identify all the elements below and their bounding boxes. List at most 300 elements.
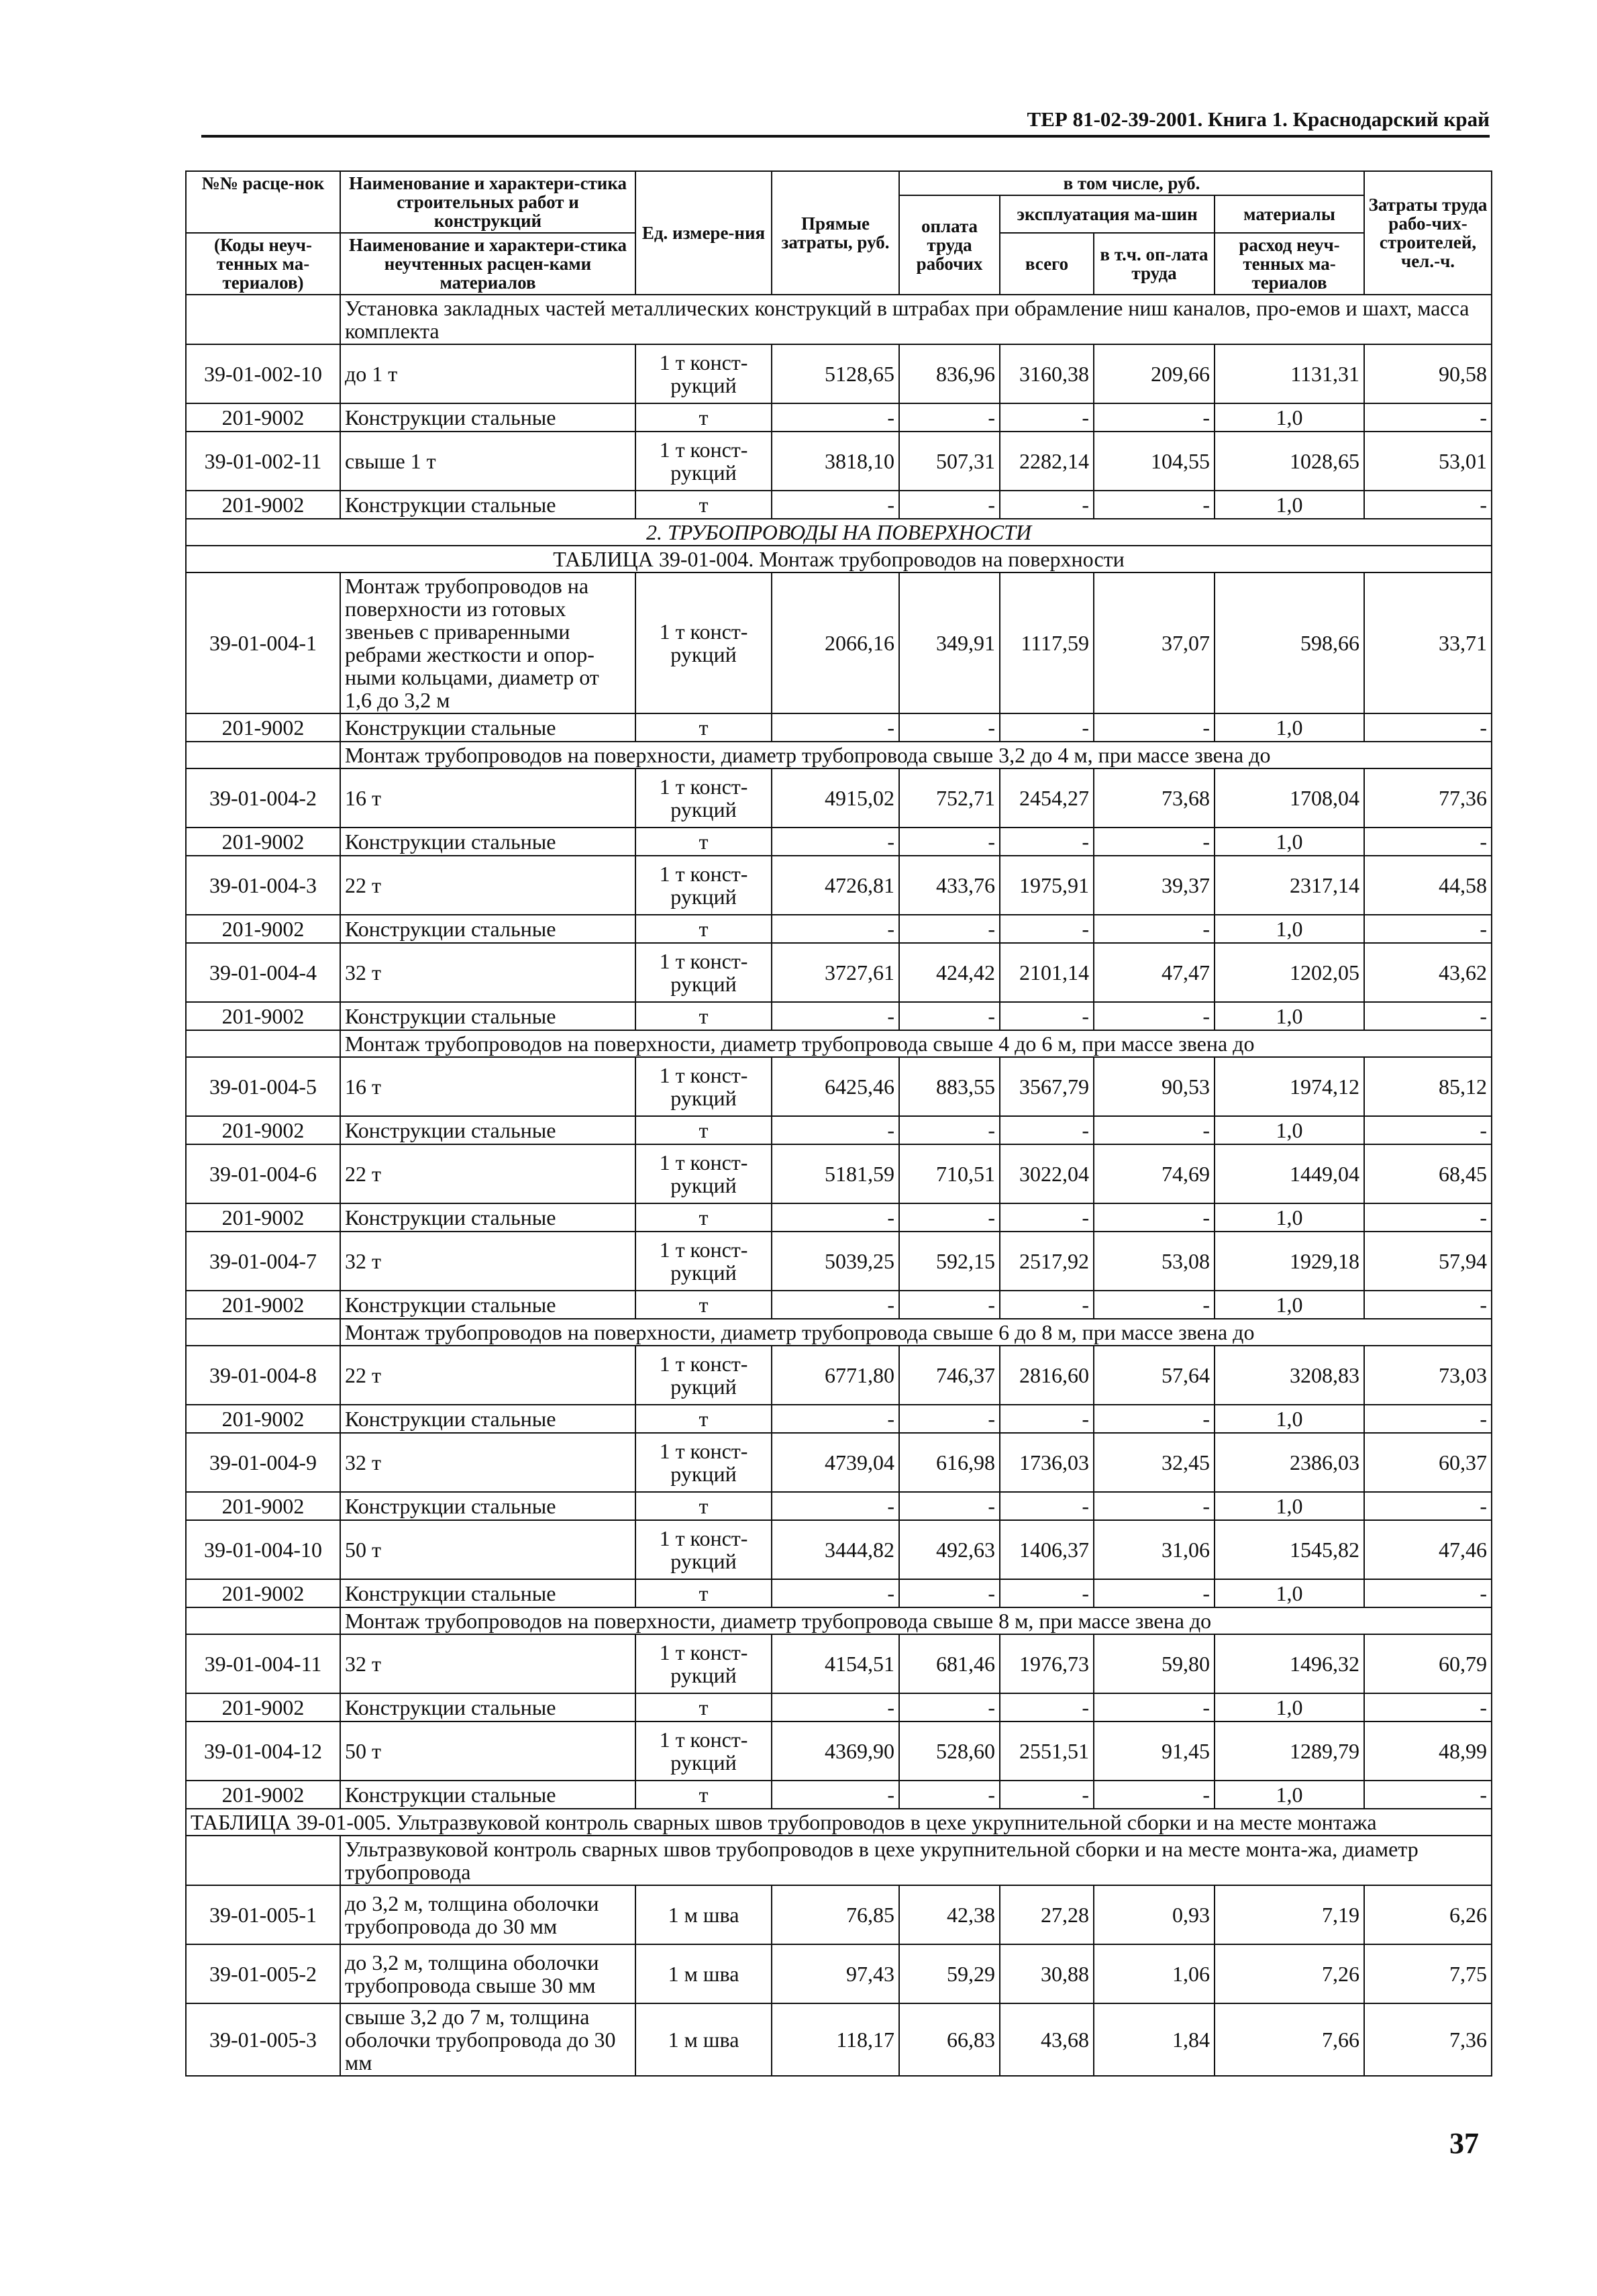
resource-name: Конструкции стальные <box>340 1693 635 1721</box>
resource-row <box>186 1492 1492 1520</box>
group-title: Монтаж трубопроводов на поверхности, диаметр трубопровода свыше 8 м, при массе звена до <box>340 1607 1492 1634</box>
resource-code: 201-9002 <box>186 403 340 432</box>
dash-cell: - <box>1364 1116 1492 1144</box>
table-row <box>186 1346 1492 1405</box>
resource-row <box>186 828 1492 856</box>
table-005-title: ТАБЛИЦА 39-01-005. Ультразвуковой контроль сварных швов трубопроводов в цехе укрупнительной сборки и на месте монтажа <box>186 1809 1492 1836</box>
direct-costs: 4726,81 <box>772 856 899 915</box>
rate-code: 39-01-004-9 <box>186 1433 340 1492</box>
header-name-top: Наименование и характери-стика строительных работ и конструкций <box>340 171 635 233</box>
direct-costs: 6771,80 <box>772 1346 899 1405</box>
labor-costs: 47,46 <box>1364 1520 1492 1579</box>
table-row <box>186 432 1492 491</box>
machines-total: 27,28 <box>1000 1885 1094 1944</box>
resource-name: Конструкции стальные <box>340 1116 635 1144</box>
labor-costs: 57,94 <box>1364 1232 1492 1291</box>
groups-rows <box>186 742 1492 1809</box>
resource-name: Конструкции стальные <box>340 713 635 742</box>
direct-costs: 118,17 <box>772 2003 899 2076</box>
dash-cell: - <box>899 1291 1000 1319</box>
rate-name: 32 т <box>340 943 635 1002</box>
rate-name: до 1 т <box>340 344 635 403</box>
resource-amount: 1,0 <box>1215 1291 1364 1319</box>
direct-costs: 4739,04 <box>772 1433 899 1492</box>
resource-name: Конструкции стальные <box>340 1579 635 1607</box>
dash-cell: - <box>1094 1492 1215 1520</box>
resource-unit: т <box>635 1492 772 1520</box>
dash-cell: - <box>1364 1405 1492 1433</box>
labor-costs: 7,36 <box>1364 2003 1492 2076</box>
table-row <box>186 1520 1492 1579</box>
labor-costs: 60,37 <box>1364 1433 1492 1492</box>
direct-costs: 4369,90 <box>772 1721 899 1781</box>
dash-cell: - <box>899 713 1000 742</box>
machines-labor: 0,93 <box>1094 1885 1215 1944</box>
labor-pay: 433,76 <box>899 856 1000 915</box>
labor-costs: 90,58 <box>1364 344 1492 403</box>
machines-labor: 209,66 <box>1094 344 1215 403</box>
labor-costs: 77,36 <box>1364 768 1492 828</box>
materials: 7,26 <box>1215 1944 1364 2003</box>
machines-total: 3567,79 <box>1000 1057 1094 1116</box>
resource-amount: 1,0 <box>1215 828 1364 856</box>
resource-name: Конструкции стальные <box>340 1492 635 1520</box>
rate-code: 39-01-004-12 <box>186 1721 340 1781</box>
rate-code: 39-01-004-3 <box>186 856 340 915</box>
machines-labor: 53,08 <box>1094 1232 1215 1291</box>
resource-amount: 1,0 <box>1215 915 1364 943</box>
machines-total: 1117,59 <box>1000 572 1094 713</box>
rate-code: 39-01-004-1 <box>186 572 340 713</box>
rate-code: 39-01-002-11 <box>186 432 340 491</box>
dash-cell: - <box>772 1405 899 1433</box>
dash-cell: - <box>1000 1492 1094 1520</box>
direct-costs: 5039,25 <box>772 1232 899 1291</box>
labor-costs: 68,45 <box>1364 1144 1492 1203</box>
resource-code: 201-9002 <box>186 1405 340 1433</box>
resource-code: 201-9002 <box>186 828 340 856</box>
table-row <box>186 768 1492 828</box>
table-row <box>186 856 1492 915</box>
direct-costs: 3444,82 <box>772 1520 899 1579</box>
direct-costs: 3727,61 <box>772 943 899 1002</box>
rate-code: 39-01-005-2 <box>186 1944 340 2003</box>
rate-unit: 1 т конст-рукций <box>635 1520 772 1579</box>
dash-cell: - <box>1094 1203 1215 1232</box>
resource-row <box>186 491 1492 519</box>
dash-cell: - <box>899 1579 1000 1607</box>
rate-code: 39-01-004-7 <box>186 1232 340 1291</box>
resource-amount: 1,0 <box>1215 1203 1364 1232</box>
rate-unit: 1 т конст-рукций <box>635 1346 772 1405</box>
materials: 1289,79 <box>1215 1721 1364 1781</box>
labor-pay: 424,42 <box>899 943 1000 1002</box>
materials: 1131,31 <box>1215 344 1364 403</box>
resource-amount: 1,0 <box>1215 1579 1364 1607</box>
header-machines-total: всего <box>1000 233 1094 295</box>
rate-code: 39-01-005-1 <box>186 1885 340 1944</box>
dash-cell: - <box>772 1203 899 1232</box>
group-title-row <box>186 742 1492 768</box>
resource-name: Конструкции стальные <box>340 1291 635 1319</box>
resource-row <box>186 403 1492 432</box>
resource-code: 201-9002 <box>186 1781 340 1809</box>
rate-name: до 3,2 м, толщина оболочки трубопровода свыше 30 мм <box>340 1944 635 2003</box>
resource-amount: 1,0 <box>1215 1405 1364 1433</box>
machines-total: 1975,91 <box>1000 856 1094 915</box>
rate-code: 39-01-004-11 <box>186 1634 340 1693</box>
resource-code: 201-9002 <box>186 491 340 519</box>
rate-code: 39-01-004-5 <box>186 1057 340 1116</box>
dash-cell: - <box>1000 713 1094 742</box>
resource-code: 201-9002 <box>186 1579 340 1607</box>
labor-pay: 592,15 <box>899 1232 1000 1291</box>
header-name-bottom: Наименование и характери-стика неучтенных расцен-ками материалов <box>340 233 635 295</box>
group-title-row <box>186 1319 1492 1346</box>
rates-table <box>185 170 1492 2077</box>
labor-pay: 883,55 <box>899 1057 1000 1116</box>
table-header <box>186 171 1492 295</box>
resource-amount: 1,0 <box>1215 713 1364 742</box>
dash-cell: - <box>1094 403 1215 432</box>
materials: 1202,05 <box>1215 943 1364 1002</box>
group-title: Монтаж трубопроводов на поверхности, диаметр трубопровода свыше 3,2 до 4 м, при массе звена до <box>340 742 1492 768</box>
dash-cell: - <box>1000 828 1094 856</box>
table-row <box>186 1634 1492 1693</box>
resource-amount: 1,0 <box>1215 1492 1364 1520</box>
labor-pay: 492,63 <box>899 1520 1000 1579</box>
materials: 1974,12 <box>1215 1057 1364 1116</box>
resource-row <box>186 1002 1492 1030</box>
table-row <box>186 1944 1492 2003</box>
labor-costs: 60,79 <box>1364 1634 1492 1693</box>
machines-labor: 90,53 <box>1094 1057 1215 1116</box>
machines-total: 2101,14 <box>1000 943 1094 1002</box>
resource-unit: т <box>635 403 772 432</box>
dash-cell: - <box>1364 403 1492 432</box>
machines-labor: 59,80 <box>1094 1634 1215 1693</box>
labor-costs: 6,26 <box>1364 1885 1492 1944</box>
dash-cell: - <box>1094 1116 1215 1144</box>
labor-pay: 752,71 <box>899 768 1000 828</box>
resource-unit: т <box>635 1579 772 1607</box>
rate-unit: 1 т конст-рукций <box>635 1721 772 1781</box>
materials: 1708,04 <box>1215 768 1364 828</box>
labor-pay: 349,91 <box>899 572 1000 713</box>
dash-cell: - <box>1000 403 1094 432</box>
dash-cell: - <box>1000 1579 1094 1607</box>
resource-amount: 1,0 <box>1215 1002 1364 1030</box>
resource-row <box>186 1579 1492 1607</box>
dash-cell: - <box>1364 491 1492 519</box>
dash-cell: - <box>1094 915 1215 943</box>
rate-unit: 1 т конст-рукций <box>635 1634 772 1693</box>
machines-total: 1976,73 <box>1000 1634 1094 1693</box>
group-title-row <box>186 1607 1492 1634</box>
rate-unit: 1 м шва <box>635 2003 772 2076</box>
dash-cell: - <box>1094 1579 1215 1607</box>
resource-name: Конструкции стальные <box>340 1405 635 1433</box>
header-materials-unaccounted: расход неуч-тенных ма-териалов <box>1215 233 1364 295</box>
table-row <box>186 2003 1492 2076</box>
materials: 1028,65 <box>1215 432 1364 491</box>
dash-cell: - <box>1094 491 1215 519</box>
section-title: 2. ТРУБОПРОВОДЫ НА ПОВЕРХНОСТИ <box>186 519 1492 546</box>
dash-cell: - <box>772 1116 899 1144</box>
materials: 2317,14 <box>1215 856 1364 915</box>
page-number: 37 <box>1449 2127 1479 2160</box>
direct-costs: 4915,02 <box>772 768 899 828</box>
labor-pay: 66,83 <box>899 2003 1000 2076</box>
dash-cell: - <box>1000 1405 1094 1433</box>
materials: 1929,18 <box>1215 1232 1364 1291</box>
resource-row <box>186 1405 1492 1433</box>
resource-row <box>186 1693 1492 1721</box>
table-row <box>186 1885 1492 1944</box>
rate-code: 39-01-004-10 <box>186 1520 340 1579</box>
rate-name: до 3,2 м, толщина оболочки трубопровода до 30 мм <box>340 1885 635 1944</box>
resource-amount: 1,0 <box>1215 491 1364 519</box>
machines-total: 2282,14 <box>1000 432 1094 491</box>
running-header: ТЕР 81-02-39-2001. Книга 1. Краснодарский край <box>1027 107 1490 131</box>
rate-code: 39-01-004-8 <box>186 1346 340 1405</box>
materials: 1545,82 <box>1215 1520 1364 1579</box>
rate-name: свыше 3,2 до 7 м, толщина оболочки трубопровода до 30 мм <box>340 2003 635 2076</box>
dash-cell: - <box>772 1492 899 1520</box>
dash-cell: - <box>1094 1405 1215 1433</box>
dash-cell: - <box>1000 1116 1094 1144</box>
resource-unit: т <box>635 1693 772 1721</box>
machines-labor: 39,37 <box>1094 856 1215 915</box>
table-row <box>186 1057 1492 1116</box>
machines-total: 1406,37 <box>1000 1520 1094 1579</box>
rate-unit: 1 т конст-рукций <box>635 344 772 403</box>
rate-name: свыше 1 т <box>340 432 635 491</box>
dash-cell: - <box>1094 1781 1215 1809</box>
rate-name: 16 т <box>340 768 635 828</box>
dash-cell: - <box>1000 1002 1094 1030</box>
labor-costs: 43,62 <box>1364 943 1492 1002</box>
header-including: в том числе, руб. <box>899 171 1364 195</box>
resource-code: 201-9002 <box>186 1492 340 1520</box>
machines-labor: 1,06 <box>1094 1944 1215 2003</box>
labor-pay: 746,37 <box>899 1346 1000 1405</box>
dash-cell: - <box>772 1291 899 1319</box>
table-row <box>186 1433 1492 1492</box>
dash-cell: - <box>1094 713 1215 742</box>
direct-costs: 2066,16 <box>772 572 899 713</box>
labor-pay: 528,60 <box>899 1721 1000 1781</box>
resource-code: 201-9002 <box>186 713 340 742</box>
resource-row <box>186 1116 1492 1144</box>
dash-cell: - <box>1364 1203 1492 1232</box>
labor-pay: 507,31 <box>899 432 1000 491</box>
rate-code: 39-01-004-6 <box>186 1144 340 1203</box>
dash-cell: - <box>772 828 899 856</box>
empty-cell <box>186 1607 340 1634</box>
dash-cell: - <box>899 1116 1000 1144</box>
dash-cell: - <box>772 1781 899 1809</box>
dash-cell: - <box>772 713 899 742</box>
direct-costs: 4154,51 <box>772 1634 899 1693</box>
resource-row <box>186 713 1492 742</box>
header-machines-labor: в т.ч. оп-лата труда <box>1094 233 1215 295</box>
group-title: Монтаж трубопроводов на поверхности, диаметр трубопровода свыше 4 до 6 м, при массе звена до <box>340 1030 1492 1057</box>
machines-labor: 32,45 <box>1094 1433 1215 1492</box>
header-rule <box>201 135 1490 138</box>
header-code-top: №№ расце-нок <box>186 171 340 233</box>
rate-name: 50 т <box>340 1721 635 1781</box>
rate-unit: 1 т конст-рукций <box>635 432 772 491</box>
rate-name: 32 т <box>340 1433 635 1492</box>
resource-name: Конструкции стальные <box>340 1203 635 1232</box>
dash-cell: - <box>1364 1492 1492 1520</box>
dash-cell: - <box>899 828 1000 856</box>
rate-unit: 1 т конст-рукций <box>635 1144 772 1203</box>
machines-labor: 1,84 <box>1094 2003 1215 2076</box>
resource-name: Конструкции стальные <box>340 1781 635 1809</box>
dash-cell: - <box>1000 915 1094 943</box>
machines-labor: 104,55 <box>1094 432 1215 491</box>
dash-cell: - <box>772 491 899 519</box>
rate-unit: 1 т конст-рукций <box>635 1057 772 1116</box>
machines-total: 30,88 <box>1000 1944 1094 2003</box>
table-row <box>186 1721 1492 1781</box>
resource-amount: 1,0 <box>1215 1781 1364 1809</box>
resource-unit: т <box>635 1781 772 1809</box>
machines-total: 2517,92 <box>1000 1232 1094 1291</box>
resource-unit: т <box>635 1405 772 1433</box>
machines-total: 1736,03 <box>1000 1433 1094 1492</box>
resource-amount: 1,0 <box>1215 1116 1364 1144</box>
direct-costs: 3818,10 <box>772 432 899 491</box>
intro-rows <box>186 344 1492 519</box>
labor-pay: 59,29 <box>899 1944 1000 2003</box>
dash-cell: - <box>772 1002 899 1030</box>
rate-unit: 1 т конст-рукций <box>635 856 772 915</box>
direct-costs: 97,43 <box>772 1944 899 2003</box>
rate-name: 22 т <box>340 1144 635 1203</box>
labor-costs: 48,99 <box>1364 1721 1492 1781</box>
rate-name: 50 т <box>340 1520 635 1579</box>
dash-cell: - <box>772 1693 899 1721</box>
dash-cell: - <box>1000 1781 1094 1809</box>
table-004-title: ТАБЛИЦА 39-01-004. Монтаж трубопроводов на поверхности <box>186 546 1492 572</box>
machines-labor: 91,45 <box>1094 1721 1215 1781</box>
machines-total: 2454,27 <box>1000 768 1094 828</box>
dash-cell: - <box>772 403 899 432</box>
rate-name: 32 т <box>340 1232 635 1291</box>
rate-unit: 1 м шва <box>635 1885 772 1944</box>
dash-cell: - <box>1000 1693 1094 1721</box>
table-row <box>186 344 1492 403</box>
labor-pay: 42,38 <box>899 1885 1000 1944</box>
machines-labor: 31,06 <box>1094 1520 1215 1579</box>
resource-code: 201-9002 <box>186 915 340 943</box>
resource-row <box>186 1781 1492 1809</box>
materials: 1496,32 <box>1215 1634 1364 1693</box>
machines-labor: 73,68 <box>1094 768 1215 828</box>
rate-unit: 1 м шва <box>635 1944 772 2003</box>
labor-costs: 44,58 <box>1364 856 1492 915</box>
direct-costs: 5181,59 <box>772 1144 899 1203</box>
header-code-bottom: (Коды неуч-тенных ма-териалов) <box>186 233 340 295</box>
materials: 7,19 <box>1215 1885 1364 1944</box>
resource-unit: т <box>635 1203 772 1232</box>
dash-cell: - <box>899 1781 1000 1809</box>
resource-row <box>186 915 1492 943</box>
resource-row <box>186 1203 1492 1232</box>
empty-cell <box>186 1030 340 1057</box>
dash-cell: - <box>1000 491 1094 519</box>
dash-cell: - <box>899 1405 1000 1433</box>
group-title-row <box>186 1030 1492 1057</box>
table-row <box>186 943 1492 1002</box>
table-row <box>186 1232 1492 1291</box>
rate-code: 39-01-005-3 <box>186 2003 340 2076</box>
rate-unit: 1 т конст-рукций <box>635 943 772 1002</box>
materials: 2386,03 <box>1215 1433 1364 1492</box>
labor-pay: 681,46 <box>899 1634 1000 1693</box>
rate-unit: 1 т конст-рукций <box>635 1232 772 1291</box>
resource-amount: 1,0 <box>1215 403 1364 432</box>
rate-name: 22 т <box>340 1346 635 1405</box>
table-row <box>186 572 1492 713</box>
header-labor-pay: оплата труда рабочих <box>899 195 1000 295</box>
dash-cell: - <box>1000 1291 1094 1319</box>
rate-code: 39-01-004-4 <box>186 943 340 1002</box>
resource-unit: т <box>635 1116 772 1144</box>
machines-total: 43,68 <box>1000 2003 1094 2076</box>
dash-cell: - <box>1364 1291 1492 1319</box>
rate-name: 16 т <box>340 1057 635 1116</box>
resource-unit: т <box>635 713 772 742</box>
group-title: Монтаж трубопроводов на поверхности, диаметр трубопровода свыше 6 до 8 м, при массе звена до <box>340 1319 1492 1346</box>
direct-costs: 6425,46 <box>772 1057 899 1116</box>
dash-cell: - <box>1094 828 1215 856</box>
machines-labor: 47,47 <box>1094 943 1215 1002</box>
labor-costs: 73,03 <box>1364 1346 1492 1405</box>
header-direct-costs: Прямые затраты, руб. <box>772 171 899 295</box>
resource-amount: 1,0 <box>1215 1693 1364 1721</box>
dash-cell: - <box>1364 1002 1492 1030</box>
header-machines: эксплуатация ма-шин <box>1000 195 1215 233</box>
dash-cell: - <box>899 1693 1000 1721</box>
labor-pay: 616,98 <box>899 1433 1000 1492</box>
dash-cell: - <box>1094 1291 1215 1319</box>
resource-unit: т <box>635 1002 772 1030</box>
header-materials: материалы <box>1215 195 1364 233</box>
table-005-note: Ультразвуковой контроль сварных швов трубопроводов в цехе укрупнительной сборки и на месте монта-жа, диаметр трубопровода <box>340 1836 1492 1885</box>
resource-unit: т <box>635 828 772 856</box>
resource-name: Конструкции стальные <box>340 1002 635 1030</box>
empty-cell <box>186 1319 340 1346</box>
dash-cell: - <box>899 915 1000 943</box>
machines-labor: 74,69 <box>1094 1144 1215 1203</box>
dash-cell: - <box>772 1579 899 1607</box>
labor-pay: 836,96 <box>899 344 1000 403</box>
resource-unit: т <box>635 915 772 943</box>
machines-total: 2816,60 <box>1000 1346 1094 1405</box>
dash-cell: - <box>1094 1002 1215 1030</box>
rate-name: 22 т <box>340 856 635 915</box>
machines-total: 3160,38 <box>1000 344 1094 403</box>
resource-row <box>186 1291 1492 1319</box>
resource-code: 201-9002 <box>186 1291 340 1319</box>
rate-name: 32 т <box>340 1634 635 1693</box>
machines-labor: 37,07 <box>1094 572 1215 713</box>
resource-unit: т <box>635 1291 772 1319</box>
